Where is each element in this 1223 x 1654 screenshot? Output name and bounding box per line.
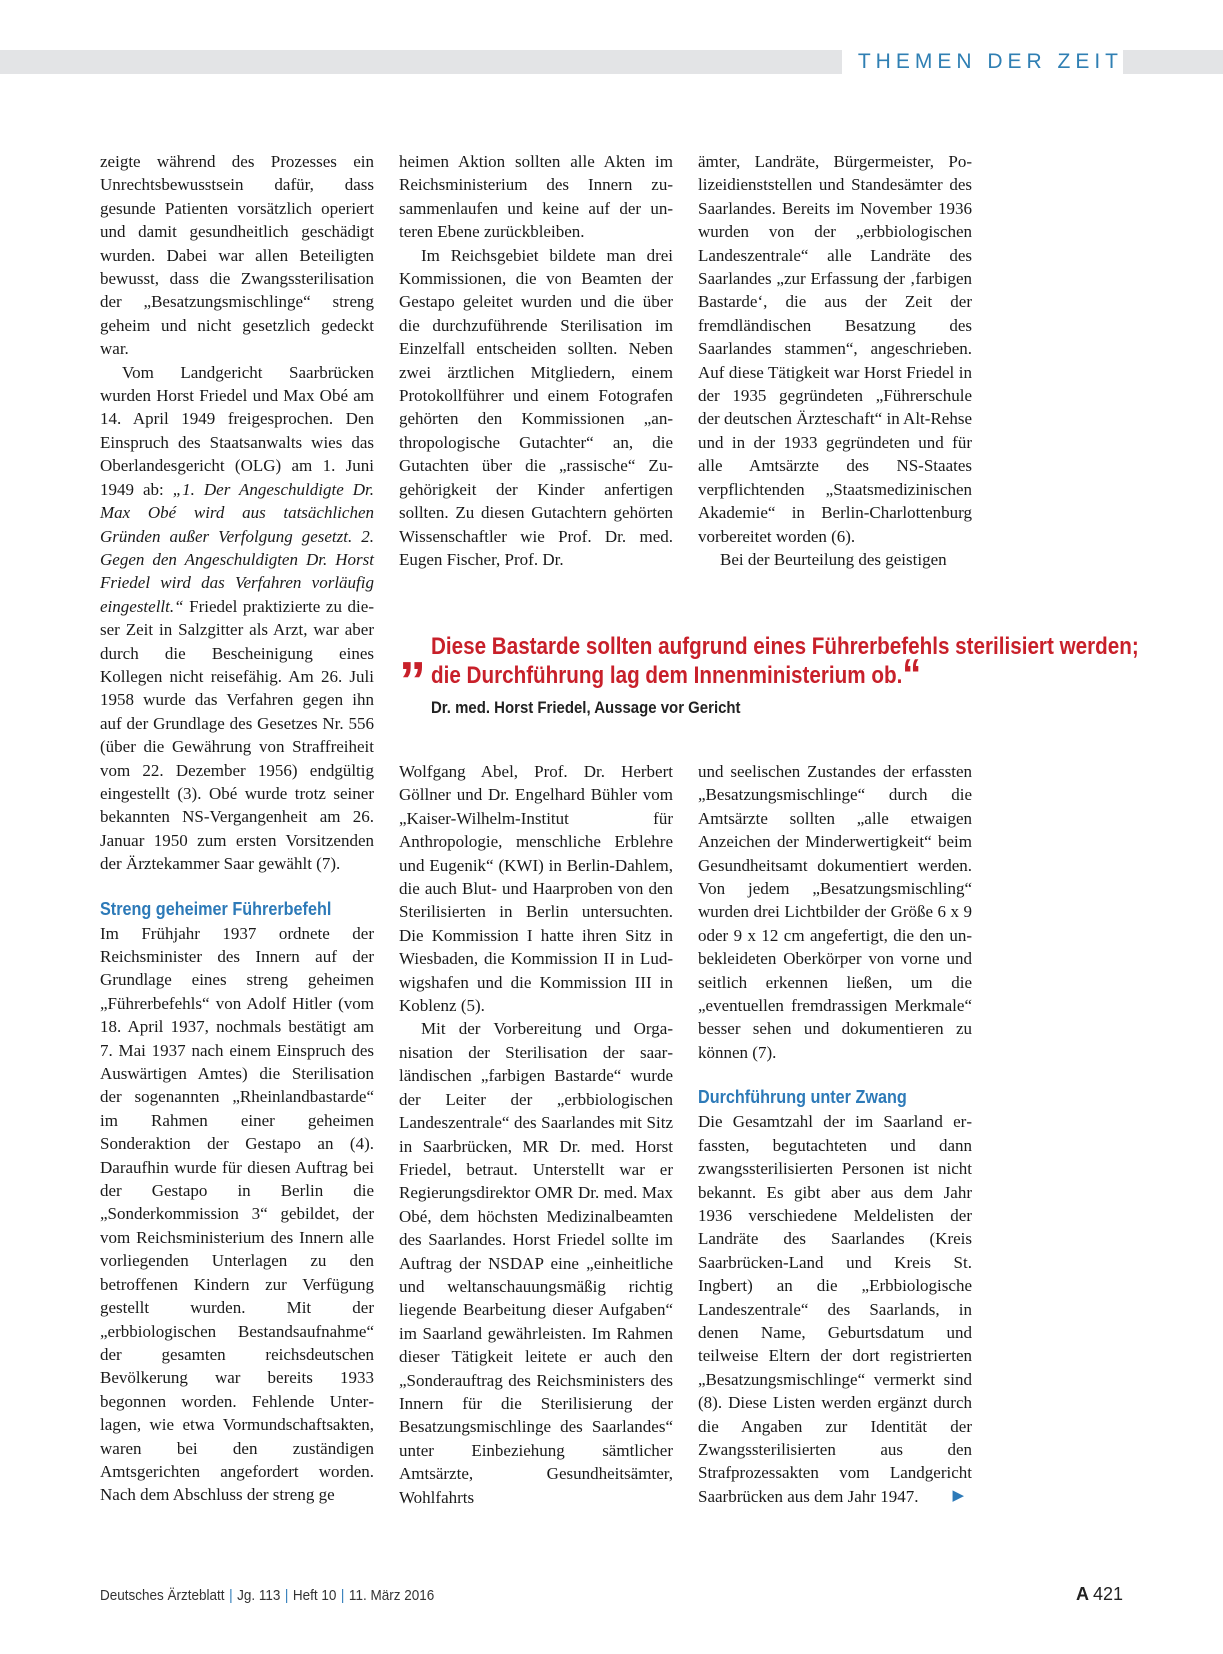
footer-separator: | [284,1587,289,1604]
journal-volume: Jg. 113 [237,1587,281,1604]
column-2-top [399,150,673,571]
subheading: Streng geheimer Führerbefehl [100,898,332,919]
journal-issue: Heft 10 [292,1587,337,1604]
journal-name: Deutsches Ärzteblatt [100,1587,225,1604]
section-title: THEMEN DER ZEIT [842,48,1123,76]
subheading: Durchführung unter Zwang [698,1087,907,1108]
quote-close-mark: “ [902,650,922,699]
pull-quote-body: Diese Bastarde sollten aufgrund eines Führerbefehls sterilisiert werden; die Durchführung lag dem Innenministerium ob. [431,633,1139,689]
paragraph: Im Reichsgebiet bildete man drei Kommissionen, die von Beamten der Gestapo geleitet wurden und die über die durchzuführende Sterilisation im Einzelfall entscheiden sollten. Neben zwei ärztlichen Mitgliedern, einem Protokollführer und einem Fotografen gehörten den Kommissionen „anthropologische Gutachter“ an, die Gutachten über die „rassische“ Zugehörigkeit der Kinder anfertigen sollten. Zu diesen Gutachtern gehörten Wissenschaftler wie Prof. Dr. med. Eugen Fischer, Prof. Dr. [399,245,673,569]
page-number-value: 421 [1092,1584,1123,1604]
quote-open-mark: „ [399,621,426,681]
paragraph: heimen Aktion sollten alle Akten im Reichsministerium des Innern zusammenlaufen und keine auf der unteren Ebene zurückbleiben. [399,152,673,242]
paragraph: Bei der Beurteilung des geistigen [720,549,947,569]
footer-separator: | [340,1587,345,1604]
pull-quote-text [431,632,1171,699]
paragraph: Mit der Vorbereitung und Organisation der Sterilisation der saarländischen „farbigen Bastarde“ wurde der Leiter der „erbbiologischen Landeszentrale“ des Saarlandes mit Sitz in Saarbrücken, MR Dr. med. Horst Friedel, betraut. Unterstellt war er Regierungsdirektor OMR Dr. med. Max Obé, dem höchsten Medizinalbeamten des Saarlandes. Horst Friedel sollte im Auftrag der NSDAP eine „einheitliche und weltanschauungsmäßig richtig liegende Bearbeitung dieser Aufgaben“ im Saarland gewährleisten. Im Rahmen dieser Tätigkeit leitete er auch den „Sonderauftrag des Reichsministers des Innern für die Sterilisierung der Besatzungsmischlinge des Saarlandes“ unter Einbeziehung sämtlicher Amtsärzte, Gesundheitsämter, Wohlfahrts [399,1019,673,1507]
paragraph: und seelischen Zustandes der erfassten „Besatzungsmischlinge“ durch die Amtsärzte sollten „alle etwaigen Anzeichen der Minderwertigkeit“ beim Gesundheitsamt dokumentiert werden. Von jedem „Besatzungsmischling“ wurden drei Lichtbilder der Größe 6 x 9 oder 9 x 12 cm angefertigt, die den unbekleideten Oberkörper von vorne und seitlich erkennen ließen, um die „eventuellen fremdrassigen Merkmale“ besser sehen und dokumentieren zu können (7). [698,762,972,1062]
paragraph-text: Die Gesamtzahl der im Saarland erfassten, begutachteten und dann zwangssterilisierten Personen ist nicht bekannt. Es gibt aber aus dem Jahr 1936 verschiedene Meldelisten der Landräte des Saarlandes (Kreis Saarbrücken-Land und Kreis St. Ingbert) an die „Erbbiologische Landeszentrale“ des Saarlands, in denen Name, Geburtsdatum und teilweise Eltern der dort registrierten „Besatzungsmischlinge“ vermerkt sind (8). Diese Listen werden ergänzt durch die Angaben zur Identität der Zwangssterilisierten aus den Strafprozessakten vom Landgericht Saarbrücken aus dem Jahr 1947. [698,1112,972,1506]
column-3-top [698,150,972,571]
paragraph-text: Friedel praktizierte zu dieser Zeit in Salzgitter als Arzt, war aber durch die Bescheinigung eines Kollegen nicht reisefähig. Am 26. Juli 1958 wurde das Verfahren gegen ihn auf der Grundlage des Gesetzes Nr. 556 (über die Gewährung von Straffreiheit vom 22. Dezember 1956) endgültig eingestellt (3). Obé wurde trotz seiner bekannten NS-Vergangenheit am 26. Januar 1950 zum ersten Vorsitzenden der Ärztekammer Saar gewählt (7). [100,596,374,874]
paragraph: zeigte während des Prozesses ein Unrechtsbewusstsein dafür, dass gesunde Patienten vorsätzlich operiert und damit gesundheitlich geschädigt wurden. Dabei war allen Beteiligten bewusst, dass die Zwangssterilisation der „Besatzungsmischlinge“ streng geheim und nicht gesetzlich gedeckt war. [100,152,374,359]
pull-quote-source: Dr. med. Horst Friedel, Aussage vor Gericht [431,698,741,717]
continue-arrow-icon[interactable]: ▶ [952,1487,964,1504]
footer [100,1585,434,1607]
paragraph: ämter, Landräte, Bürgermeister, Polizeidienststellen und Standesämter des Saarlandes. Bereits im November 1936 wurden von der „erbbiologischen Landeszentrale“ alle Landräte des Saarlandes „zur Erfassung der ‚farbigen Bastarde‘, die aus der Zeit der fremdländischen Besatzung des Saarlandes stammen“, angeschrieben. Auf diese Tätigkeit war Horst Friedel in der 1935 gegründeten „Führerschule der deutschen Ärzteschaft“ in Alt-Rehse und in der 1933 gegründeten und für alle Amtsärzte des NS-Staates verpflichtenden „Staatsmedizinischen Akademie“ in Berlin-Charlottenburg vorbereitet worden (6). [698,152,972,546]
page-number [1076,1582,1123,1606]
paragraph [698,1110,972,1508]
column-3-bottom [698,760,972,1508]
column-1 [100,150,374,1507]
paragraph: Im Frühjahr 1937 ordnete der Reichsminister des Innern auf der Grundlage eines streng geheimen „Führerbefehls“ von Adolf Hitler (vom 18. April 1937, nochmals bestätigt am 7. Mai 1937 nach einem Einspruch des Auswärtigen Amtes) die Sterilisation der sogenannten „Rheinlandbastarde“ im Rahmen einer geheimen Sonderaktion der Gestapo an (4). Daraufhin wurde für diesen Auftrag bei der Gestapo in Berlin die „Sonderkommission 3“ gebildet, der vom Reichsministerium des Innern alle vorliegenden Unterlagen zu den betroffenen Kindern zur Verfügung gestellt wurden. Mit der „erbbiologischen Bestandsaufnahme“ der gesamten reichsdeutschen Bevölkerung war bereits 1933 begonnen worden. Fehlende Unterlagen, wie etwa Vormundschaftsakten, waren bei den zuständigen Amtsgerichten angefordert worden. Nach dem Abschluss der streng ge [100,923,374,1505]
paragraph: Wolfgang Abel, Prof. Dr. Herbert Göllner und Dr. Engelhard Bühler vom „Kaiser-Wilhelm-Institut für Anthropologie, menschliche Erblehre und Eugenik“ (KWI) in Berlin-Dahlem, die auch Blut- und Haarproben von den Sterilisierten in Berlin untersuchten. Die Kommission I hatte ihren Sitz in Wiesbaden, die Kommission II in Ludwigshafen und die Kommission III in Koblenz (5). [399,762,673,1016]
footer-separator: | [229,1587,233,1604]
journal-date: 11. März 2016 [348,1587,435,1604]
page-prefix: A [1075,1584,1089,1604]
paragraph [100,361,374,876]
pull-quote [399,621,1139,718]
paragraph-text: Vom Landgericht Saarbrücken wurden Horst Friedel und Max Obé am 14. April 1949 freigesprochen. Den Einspruch des Staatsanwalts wies das Oberlandesgericht (OLG) am 1. Juni 1949 ab: [100,362,374,499]
court-quote: „1. Der Angeschuldigte Dr. Max Obé wird aus tatsächlichen Gründen außer Verfolgung gesetzt. 2. Gegen den Angeschuldigten Dr. Horst Friedel wird das Verfahren vorläufig eingestellt.“ [100,479,374,616]
column-2-bottom [399,760,673,1509]
